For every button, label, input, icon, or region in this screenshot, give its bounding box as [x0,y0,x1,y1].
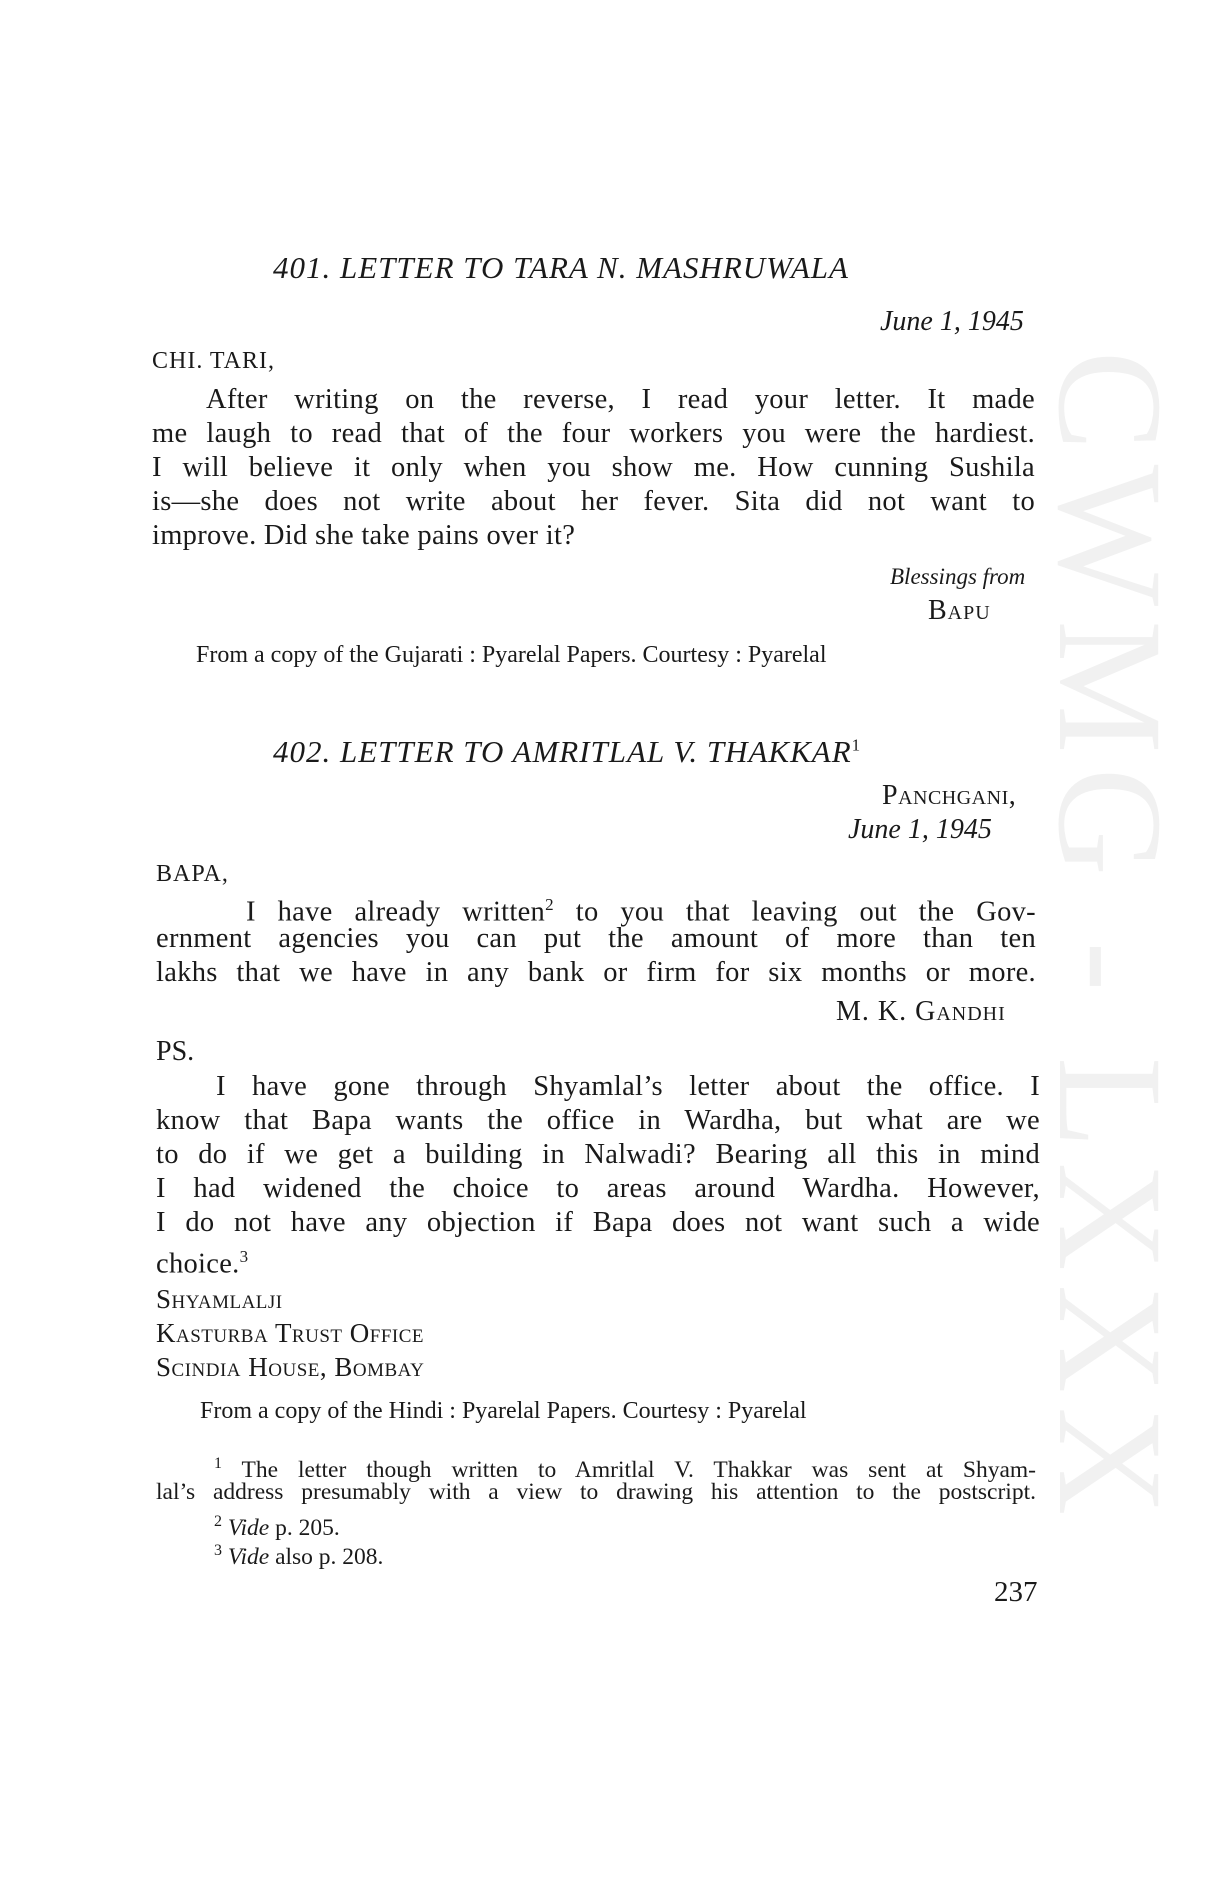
footnote-1-text-1: The letter though written to Amritlal V. Thakkar was sent at Shyam- [241,1456,1036,1483]
ps-line-1: I have gone through Shyamlal’s letter about the office. I [216,1071,1040,1102]
letter-402-body [156,888,1036,990]
page-number: 237 [994,1576,1038,1608]
letter-401-line-5: improve. Did she take pains over it? [152,520,576,551]
ps-line-4: I had widened the choice to areas around Wardha. However, [156,1173,1040,1204]
letter-401-title: 401. LETTER TO TARA N. MASHRUWALA [273,250,849,285]
footnote-3 [156,1536,1036,1570]
footnote-1-number: 1 [214,1455,222,1472]
letter-401-line-2: me laugh to read that of the four workers you were the hardiest. [152,418,1035,449]
footnote-1-line-1 [156,1449,1036,1483]
footnote-2-text: p. 205. [275,1514,340,1541]
letter-402-title [273,734,861,770]
letter-402-line-1b: to you that leaving out the Gov- [575,896,1036,928]
ps-label: PS. [156,1036,195,1067]
letter-402-line-3: lakhs that we have in any bank or firm for six months or more. [156,957,1036,988]
postscript-body [156,1070,1040,1280]
footnote-ref-3: 3 [239,1247,249,1266]
footnote-3-number: 3 [214,1542,222,1559]
letter-401-line-1: After writing on the reverse, I read your letter. It made [206,384,1035,415]
ps-line-3: to do if we get a building in Nalwadi? Bearing all this in mind [156,1139,1040,1170]
address-line-1: Shyamlalji [156,1284,283,1314]
letter-402-source: From a copy of the Hindi : Pyarelal Papers. Courtesy : Pyarelal [200,1398,807,1424]
letter-402-signature: M. K. Gandhi [836,996,1006,1027]
address-block [156,1282,424,1384]
letter-402-place: Panchgani, [882,780,1017,811]
footnote-3-vide: Vide [227,1543,270,1570]
address-line-3: Scindia House, Bombay [156,1352,425,1382]
letter-401-line-4: is—she does not write about her fever. Sita did not want to [152,486,1035,517]
footnote-ref-2: 2 [545,895,554,914]
footnote-3-text: also p. 208. [275,1543,384,1570]
watermark [1010,350,1210,1530]
letter-402-date: June 1, 1945 [848,814,992,845]
footnote-ref-1: 1 [851,735,862,755]
footnotes [156,1449,1036,1570]
address-line-2: Kasturba Trust Office [156,1318,424,1348]
footnote-2 [156,1507,1036,1541]
ps-line-5: I do not have any objection if Bapa does not want such a wide [156,1207,1040,1238]
letter-402-title-text: 402. LETTER TO AMRITLAL V. THAKKAR [273,734,852,769]
letter-401-salutation: CHI. TARI, [152,348,275,374]
letter-401-date: June 1, 1945 [880,306,1024,337]
ps-line-2: know that Bapa wants the office in Wardha, but what are we [156,1105,1040,1136]
footnote-2-vide: Vide [227,1514,270,1541]
letter-401-closing: Blessings from [890,564,1026,589]
footnote-2-number: 2 [214,1513,222,1530]
footnote-1-line-2: lal’s address presumably with a view to drawing his attention to the postscript. [156,1479,1036,1505]
letter-402-line-2: ernment agencies you can put the amount of more than ten [156,923,1036,954]
letter-401-body [152,383,1035,553]
letter-401-line-3: I will believe it only when you show me. How cunning Sushila [152,452,1035,483]
letter-401-signature: Bapu [928,595,991,626]
watermark-text: CWMG - LXXX [1027,350,1193,1530]
letter-401-source: From a copy of the Gujarati : Pyarelal Papers. Courtesy : Pyarelal [196,642,827,668]
ps-last-text: choice. [156,1248,240,1280]
ps-line-6 [156,1240,1040,1280]
letter-402-line-1a: I have already written [246,896,546,928]
letter-402-line-1 [156,888,1036,928]
letter-402-salutation: BAPA, [156,861,229,887]
